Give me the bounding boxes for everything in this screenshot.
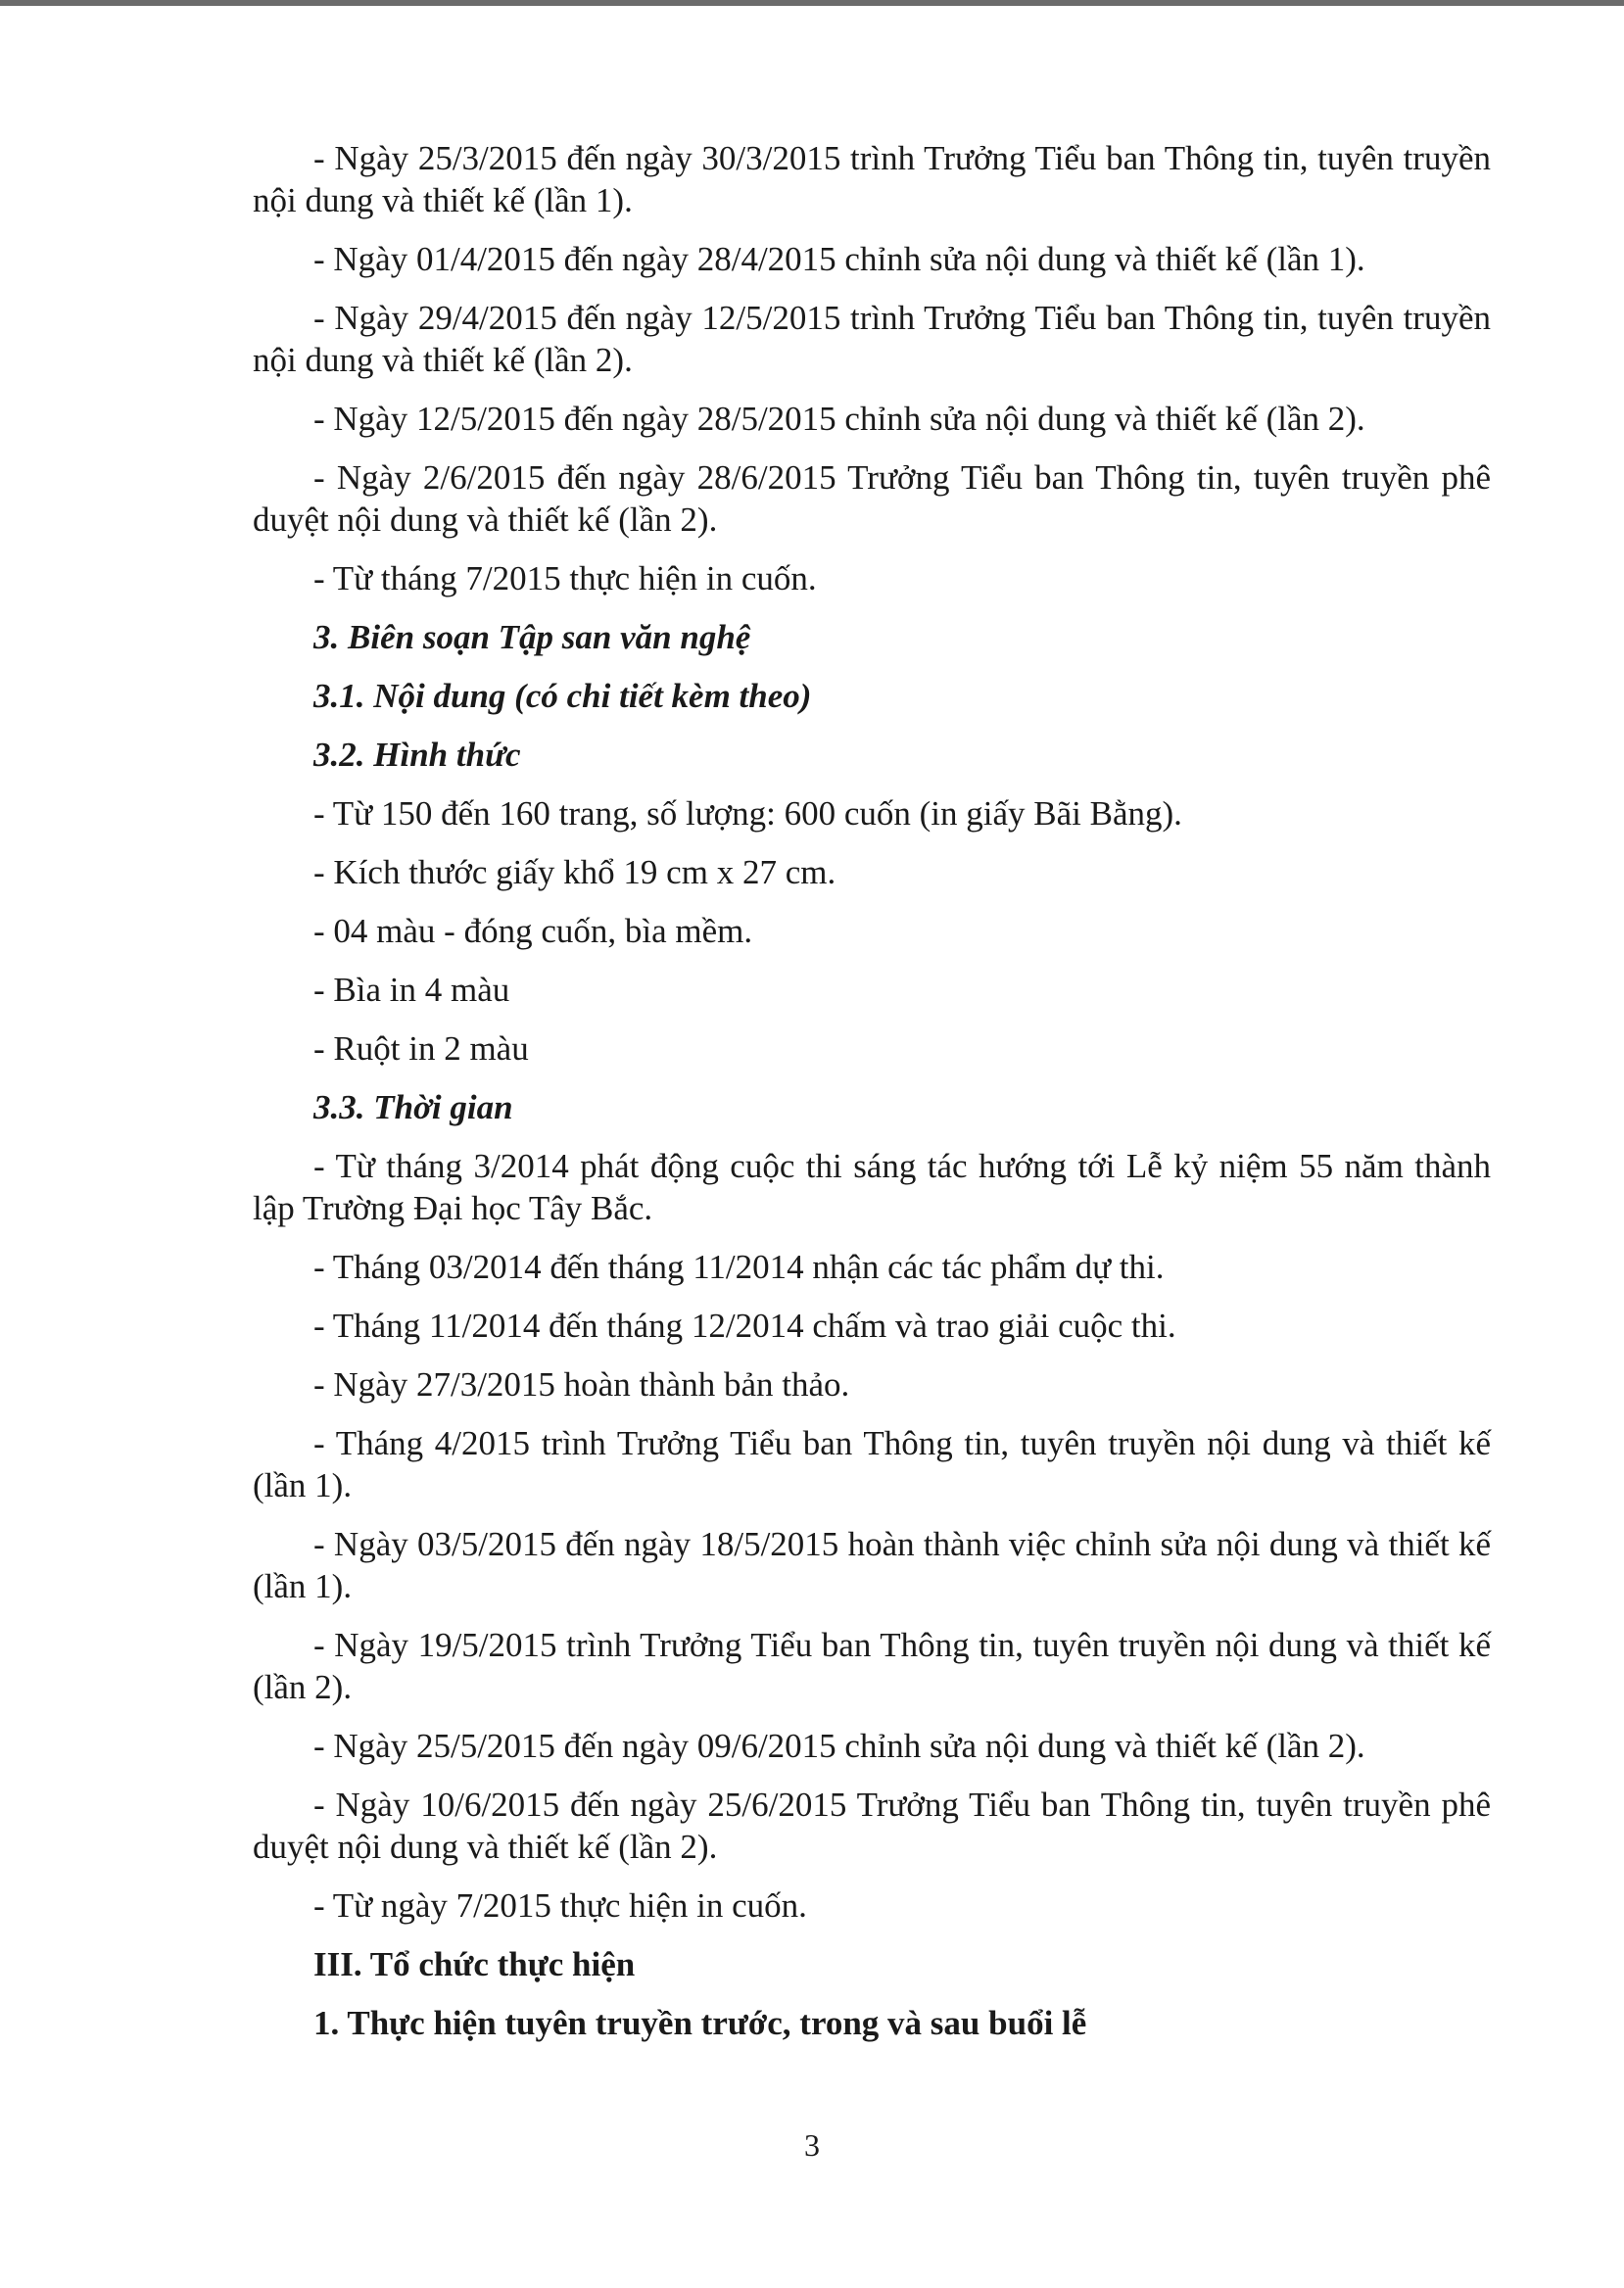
paragraph: - Ngày 10/6/2015 đến ngày 25/6/2015 Trưởng Tiểu ban Thông tin, tuyên truyền phê duyệt nội dung và thiết kế (lần 2). bbox=[253, 1786, 1491, 1866]
paragraph: - Ngày 19/5/2015 trình Trưởng Tiểu ban Thông tin, tuyên truyền nội dung và thiết kế (lần 2). bbox=[253, 1626, 1491, 1706]
paragraph: - Từ tháng 7/2015 thực hiện in cuốn. bbox=[313, 559, 817, 597]
subsection-heading: 3.1. Nội dung (có chi tiết kèm theo) bbox=[313, 677, 812, 715]
scan-top-edge bbox=[0, 0, 1624, 6]
paragraph: - Ngày 25/3/2015 đến ngày 30/3/2015 trình Trưởng Tiểu ban Thông tin, tuyên truyền nội dung và thiết kế (lần 1). bbox=[253, 139, 1491, 219]
subsection-heading: 3.2. Hình thức bbox=[313, 736, 521, 774]
section-heading: 3. Biên soạn Tập san văn nghệ bbox=[313, 618, 751, 656]
paragraph: - Ngày 29/4/2015 đến ngày 12/5/2015 trình Trưởng Tiểu ban Thông tin, tuyên truyền nội dung và thiết kế (lần 2). bbox=[253, 299, 1491, 379]
paragraph: - Ngày 2/6/2015 đến ngày 28/6/2015 Trưởng Tiểu ban Thông tin, tuyên truyền phê duyệt nội dung và thiết kế (lần 2). bbox=[253, 458, 1491, 539]
paragraph: - Từ ngày 7/2015 thực hiện in cuốn. bbox=[313, 1886, 807, 1925]
paragraph: - Ngày 27/3/2015 hoàn thành bản thảo. bbox=[313, 1365, 850, 1404]
paragraph: - Bìa in 4 màu bbox=[313, 971, 510, 1009]
paragraph: - Tháng 03/2014 đến tháng 11/2014 nhận các tác phẩm dự thi. bbox=[313, 1248, 1165, 1286]
paragraph: - Ngày 03/5/2015 đến ngày 18/5/2015 hoàn thành việc chỉnh sửa nội dung và thiết kế (lần 1). bbox=[253, 1525, 1491, 1605]
section-heading: III. Tổ chức thực hiện bbox=[313, 1945, 636, 1983]
paragraph: - Ruột in 2 màu bbox=[313, 1029, 529, 1068]
paragraph: - Ngày 25/5/2015 đến ngày 09/6/2015 chỉnh sửa nội dung và thiết kế (lần 2). bbox=[313, 1727, 1365, 1765]
paragraph: - 04 màu - đóng cuốn, bìa mềm. bbox=[313, 912, 753, 950]
subsection-heading: 3.3. Thời gian bbox=[313, 1088, 513, 1126]
page-number: 3 bbox=[804, 2127, 820, 2163]
paragraph: - Từ 150 đến 160 trang, số lượng: 600 cuốn (in giấy Bãi Bằng). bbox=[313, 794, 1182, 833]
paragraph: - Từ tháng 3/2014 phát động cuộc thi sáng tác hướng tới Lễ kỷ niệm 55 năm thành lập Trường Đại học Tây Bắc. bbox=[253, 1147, 1491, 1227]
subsection-heading: 1. Thực hiện tuyên truyền trước, trong và sau buổi lễ bbox=[313, 2004, 1087, 2042]
paragraph: - Tháng 11/2014 đến tháng 12/2014 chấm và trao giải cuộc thi. bbox=[313, 1307, 1176, 1345]
paragraph: - Ngày 12/5/2015 đến ngày 28/5/2015 chỉnh sửa nội dung và thiết kế (lần 2). bbox=[313, 400, 1365, 438]
paragraph: - Ngày 01/4/2015 đến ngày 28/4/2015 chỉnh sửa nội dung và thiết kế (lần 1). bbox=[313, 240, 1365, 278]
document-body bbox=[253, 137, 1491, 2061]
paragraph: - Tháng 4/2015 trình Trưởng Tiểu ban Thông tin, tuyên truyền nội dung và thiết kế (lần 1). bbox=[253, 1424, 1491, 1504]
paragraph: - Kích thước giấy khổ 19 cm x 27 cm. bbox=[313, 853, 836, 891]
